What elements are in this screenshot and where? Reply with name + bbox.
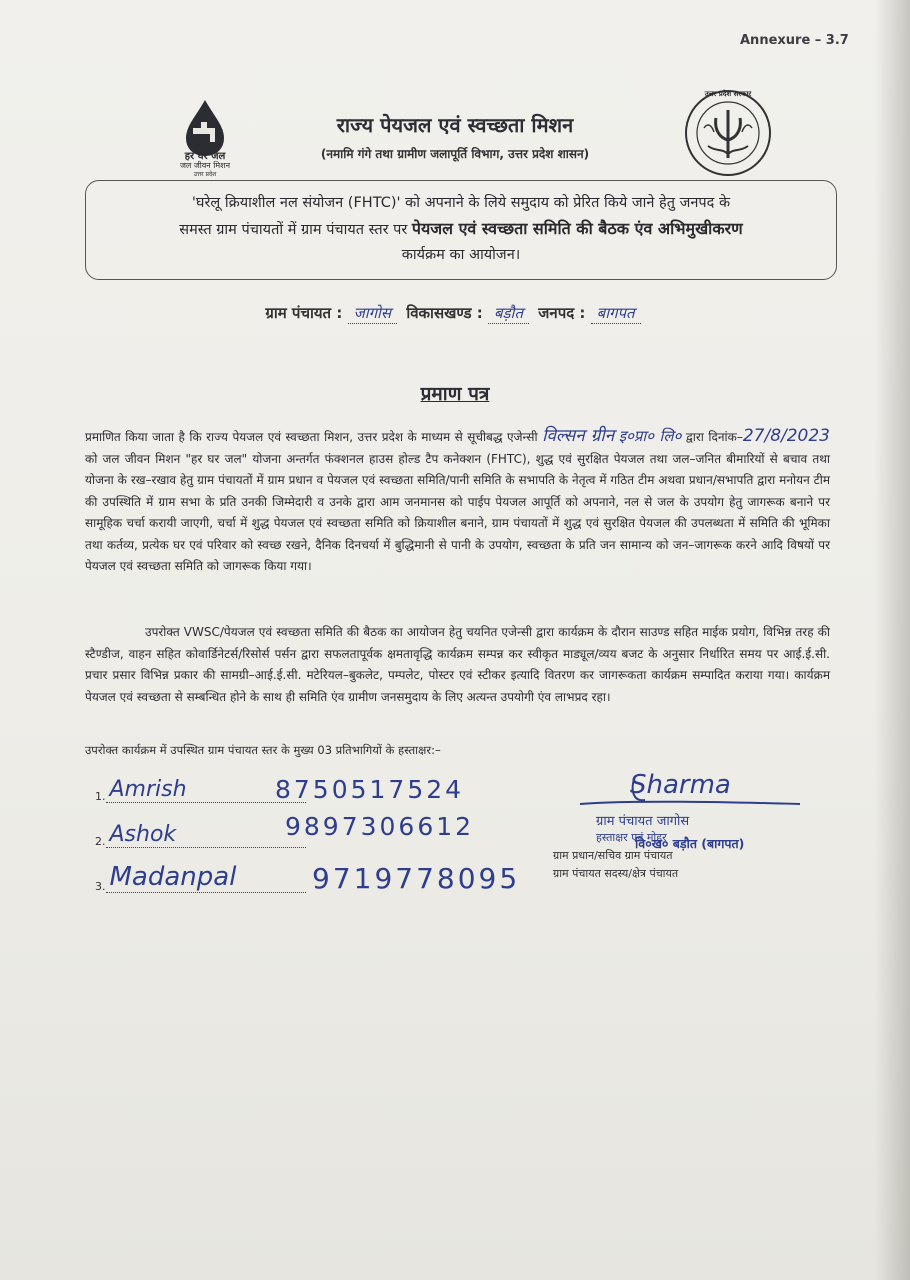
certificate-title: प्रमाण पत्र [420, 383, 490, 405]
agency-suffix-handwritten: इ०प्रा० लि० [618, 427, 682, 445]
pradhan-signature: Sharma [630, 770, 731, 800]
participants-intro: उपरोक्त कार्यक्रम में उपस्थित ग्राम पंचायत स्तर के मुख्य 03 प्रतिभागियों के हस्ताक्षर:– [85, 743, 441, 757]
para1-text-c: को जल जीवन मिशन "हर घर जल" योजना अन्तर्गत फंक्शनल हाउस होल्ड टैप कनेक्शन (FHTC), शुद्ध एवं सुरक्षित पेयजल तथा जल–जनित बीमारियों से बचाव तथा योजना के रख–रखाव हेतु ग्राम पंचायतों में ग्राम प्रधान व पेयजल एवं स्वच्छता समिति/पानी समिति के सभापति के नेतृत्व में गठित टीम अथवा प्रधान/सभापति द्वारा मनोयन टीम की उपस्थिति में ग्राम सभा के प्रति उनकी जिम्मेदारी व उनके द्वारा आम जनमानस को पाईप पेयजल आपूर्ति को अपनाने, नल से जल के उपयोग हेतु जागरूक बनाने पर सामूहिक चर्चा करायी जाएगी, चर्चा में शुद्ध पेयजल एवं स्वच्छता समिति को क्रियाशील बनाने, ग्राम पंचायतों में शुद्ध एवं सुरक्षित पेयजल की उपलब्धता में समिति की भूमिका तथा कर्तव्य, प्रत्येक घर एवं परिवार को स्वच्छ रखने, दैनिक दिनचर्या में बुद्धिमानी से पानी के उपयोग, स्वच्छता के प्रति जन सामान्य को जन–जागरूक करने आदि विषयों पर पेयजल एवं स्वच्छता समिति को जागरूक किया गया। [85, 451, 830, 573]
program-banner [85, 180, 837, 280]
signature-stroke-icon [575, 772, 805, 812]
para1-text-b: द्वारा दिनांक [685, 430, 737, 444]
participant-row-2 [95, 822, 306, 848]
mission-title: राज्य पेयजल एवं स्वच्छता मिशन [336, 113, 574, 137]
participant-signature: Amrish [109, 777, 187, 802]
certificate-paragraph-1: प्रमाणित किया जाता है कि राज्य पेयजल एवं स्वच्छता मिशन, उत्तर प्रदेश के माध्यम से सूचीबद्ध एजेन्सी विल्सन ग्रीन इ०प्रा० लि० द्वारा दिनांक–27/8/2023 को जल जीवन मिशन "हर घर जल" योजना अन्तर्गत फंक्शनल हाउस होल्ड टैप कनेक्शन (FHTC), शुद्ध एवं सुरक्षित पेयजल तथा जल–जनित बीमारियों से बचाव तथा योजना के रख–रखाव हेतु ग्राम पंचायतों में ग्राम प्रधान व पेयजल एवं स्वच्छता समिति/पानी समिति के सभापति के नेतृत्व में गठित टीम अथवा प्रधान/सभापति द्वारा मनोयन टीम की उपस्थिति में ग्राम सभा के प्रति उनकी जिम्मेदारी व उनके द्वारा आम जनमानस को पाईप पेयजल आपूर्ति को अपनाने, नल से जल के उपयोग हेतु जागरूक बनाने पर सामूहिक चर्चा करायी जाएगी, चर्चा में शुद्ध पेयजल एवं स्वच्छता समिति को क्रियाशील बनाने, ग्राम पंचायतों में शुद्ध एवं सुरक्षित पेयजल की उपलब्धता में समिति की भूमिका तथा कर्तव्य, प्रत्येक घर एवं परिवार को स्वच्छ रखने, दैनिक दिनचर्या में बुद्धिमानी से पानी के उपयोग, स्वच्छता के प्रति जन सामान्य को जन–जागरूक करने आदि विषयों पर पेयजल एवं स्वच्छता समिति को जागरूक किया गया। [85, 426, 830, 573]
page-edge-shadow [874, 0, 910, 1280]
banner-line-1: 'घरेलू क्रियाशील नल संयोजन (FHTC)' को अपनाने के लिये समुदाय को प्रेरित किये जाने हेतु जनपद के [191, 195, 731, 211]
certificate-paragraph-2 [85, 622, 830, 708]
participant-row-1 [95, 777, 306, 803]
banner-line-2 [106, 216, 816, 243]
gram-panchayat-label: ग्राम पंचायत : [265, 304, 343, 322]
banner-line-2-prefix: समस्त ग्राम पंचायतों में ग्राम पंचायत स्तर पर [179, 222, 412, 238]
participant-signature: Ashok [109, 822, 177, 847]
mission-subtitle: (नमामि गंगे तथा ग्रामीण जलापूर्ति विभाग, उत्तर प्रदेश शासन) [320, 147, 590, 161]
logo-caption-3: उत्तर प्रदेश [193, 171, 217, 178]
block-value: बड़ौत [488, 303, 529, 324]
district-label: जनपद : [538, 304, 586, 322]
emblem-text: उत्तर प्रदेश सरकार [704, 90, 752, 98]
logo-caption-2: जल जीवन मिशन [179, 161, 231, 170]
participant-number: 3. [95, 880, 106, 893]
participant-phone-3: 9719778095 [312, 862, 521, 895]
block-label: विकासखण्ड : [406, 304, 483, 322]
logo-caption-1: हर घर जल [184, 151, 226, 162]
date-handwritten: 27/8/2023 [742, 426, 830, 446]
participant-number: 2. [95, 835, 106, 848]
banner-line-2-bold: पेयजल एवं स्वच्छता समिति की बैठक एंव अभिमुखीकरण [411, 219, 743, 238]
stamp-line-1: ग्राम पंचायत जागोस [596, 814, 690, 829]
pradhan-designation-2: ग्राम पंचायत सदस्य/क्षेत्र पंचायत [553, 867, 679, 880]
participant-number: 1. [95, 790, 106, 803]
participant-phone-2: 9897306612 [285, 812, 475, 841]
gram-panchayat-value: जागोस [348, 303, 398, 324]
para2-text: उपरोक्त VWSC/पेयजल एवं स्वच्छता समिति की बैठक का आयोजन हेतु चयनित एजेन्सी द्वारा कार्यक्रम के दौरान साउण्ड सहित माईक प्रयोग, विभिन्न तरह की स्टैण्डीज, वाहन सहित कोवार्डिनेटर्स/रिसोर्स पर्सन द्वारा सफलतापूर्वक क्षमतावृद्धि कार्यक्रम सम्पन्न कर स्वीकृत माड्यूल/व्यय बजट के अनुसार निर्धारित समय पर आई.ई.सी. प्रचार प्रसार विभिन्न प्रकार की सामग्री–आई.ई.सी. मटेरियल–बुकलेट, पम्पलेट, पोस्टर एवं स्टीकर इत्यादि वितरण कर जागरूकता कार्यक्रम सम्पादित कराया गया। कार्यक्रम पेयजल एवं स्वच्छता से सम्बन्धित होने के साथ ही समिति एंव ग्रामीण जनसमुदाय के लिए अत्यन्त उपयोगी एंव लाभप्रद रहा। [85, 625, 830, 704]
stamp-line-3: वि०ख० बड़ौत (बागपत) [635, 836, 745, 851]
location-row [0, 303, 910, 324]
participant-signature: Madanpal [109, 862, 237, 892]
agency-name-handwritten: विल्सन ग्रीन [542, 426, 615, 446]
participant-row-3 [95, 862, 306, 893]
pradhan-designation-1: ग्राम प्रधान/सचिव ग्राम पंचायत [553, 849, 673, 862]
para1-text-a: प्रमाणित किया जाता है कि राज्य पेयजल एवं स्वच्छता मिशन, उत्तर प्रदेश के माध्यम से सूचीबद्ध एजेन्सी [85, 430, 538, 444]
district-value: बागपत [591, 303, 641, 324]
banner-line-3: कार्यक्रम का आयोजन। [401, 247, 521, 263]
participant-phone-1: 8750517524 [275, 775, 465, 804]
stamp-line-2: हस्ताक्षर एवं मोहर [596, 831, 667, 844]
annexure-label: Annexure – 3.7 [740, 33, 849, 48]
